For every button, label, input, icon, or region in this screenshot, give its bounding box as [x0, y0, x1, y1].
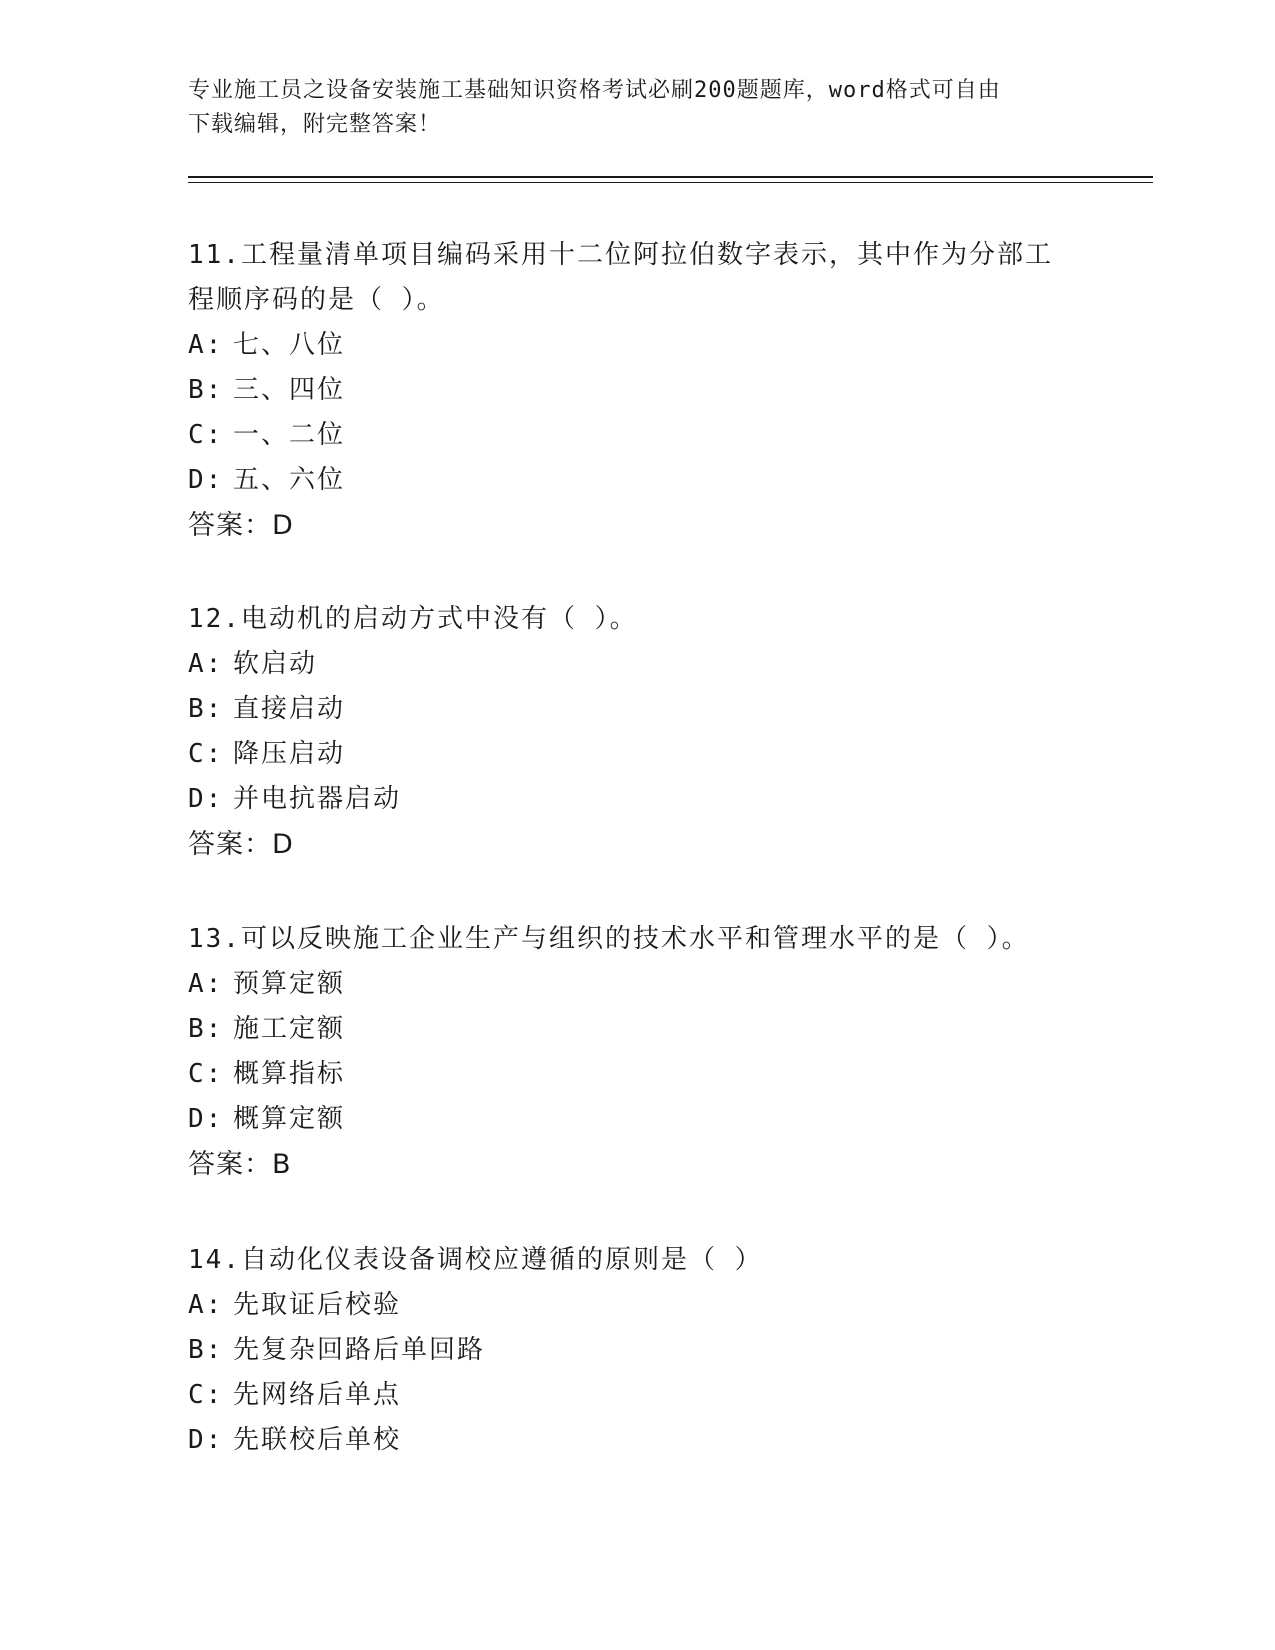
option-text: 降压启动 — [233, 739, 346, 769]
document-header — [188, 74, 1088, 142]
question-stem: 12.电动机的启动方式中没有（ ）。 — [188, 604, 638, 634]
question-stem: 11.工程量清单项目编码采用十二位阿拉伯数字表示，其中作为分部工 — [188, 240, 1053, 270]
option-d — [188, 777, 1088, 822]
question-14 — [188, 1238, 1088, 1463]
option-b — [188, 368, 1088, 413]
header-divider-thick — [188, 176, 1153, 178]
option-d — [188, 1097, 1088, 1142]
option-a — [188, 323, 1088, 368]
option-letter: D: — [188, 784, 224, 814]
question-stem: 14.自动化仪表设备调校应遵循的原则是（ ） — [188, 1245, 763, 1275]
header-divider-thin — [188, 182, 1153, 183]
option-text: 五、六位 — [233, 465, 346, 495]
option-c — [188, 413, 1088, 458]
option-text: 七、八位 — [233, 330, 346, 360]
option-letter: B: — [188, 1335, 224, 1365]
answer-line: 答案：D — [188, 510, 294, 541]
question-stem-continued: 程顺序码的是（ ）。 — [188, 285, 445, 315]
option-letter: A: — [188, 969, 224, 999]
option-letter: C: — [188, 1380, 224, 1410]
option-text: 先联校后单校 — [233, 1425, 402, 1455]
option-a — [188, 642, 1088, 687]
answer-line: 答案：B — [188, 1149, 292, 1180]
option-text: 软启动 — [233, 649, 318, 679]
option-d — [188, 1418, 1088, 1463]
option-c — [188, 732, 1088, 777]
question-11 — [188, 233, 1088, 548]
answer-line: 答案：D — [188, 829, 294, 860]
option-b — [188, 1007, 1088, 1052]
option-text: 先取证后校验 — [233, 1290, 402, 1320]
question-13 — [188, 917, 1088, 1187]
option-letter: B: — [188, 694, 224, 724]
option-text: 概算指标 — [233, 1059, 346, 1089]
option-letter: C: — [188, 420, 224, 450]
option-a — [188, 1283, 1088, 1328]
option-text: 直接启动 — [233, 694, 346, 724]
option-a — [188, 962, 1088, 1007]
option-text: 并电抗器启动 — [233, 784, 402, 814]
option-text: 先网络后单点 — [233, 1380, 402, 1410]
option-letter: D: — [188, 1104, 224, 1134]
option-d — [188, 458, 1088, 503]
option-text: 施工定额 — [233, 1014, 346, 1044]
option-text: 概算定额 — [233, 1104, 346, 1134]
header-line-1: 专业施工员之设备安装施工基础知识资格考试必刷200题题库，word格式可自由 — [188, 78, 1001, 103]
option-text: 三、四位 — [233, 375, 346, 405]
option-letter: B: — [188, 1014, 224, 1044]
option-text: 先复杂回路后单回路 — [233, 1335, 486, 1365]
option-letter: D: — [188, 465, 224, 495]
option-b — [188, 1328, 1088, 1373]
option-text: 一、二位 — [233, 420, 346, 450]
option-letter: D: — [188, 1425, 224, 1455]
option-letter: A: — [188, 649, 224, 679]
option-c — [188, 1373, 1088, 1418]
option-text: 预算定额 — [233, 969, 346, 999]
option-letter: C: — [188, 739, 224, 769]
question-12 — [188, 597, 1088, 867]
question-stem: 13.可以反映施工企业生产与组织的技术水平和管理水平的是（ ）。 — [188, 924, 1030, 954]
option-letter: C: — [188, 1059, 224, 1089]
header-line-2: 下载编辑，附完整答案！ — [188, 112, 442, 137]
option-letter: B: — [188, 375, 224, 405]
option-c — [188, 1052, 1088, 1097]
option-b — [188, 687, 1088, 732]
option-letter: A: — [188, 330, 224, 360]
option-letter: A: — [188, 1290, 224, 1320]
